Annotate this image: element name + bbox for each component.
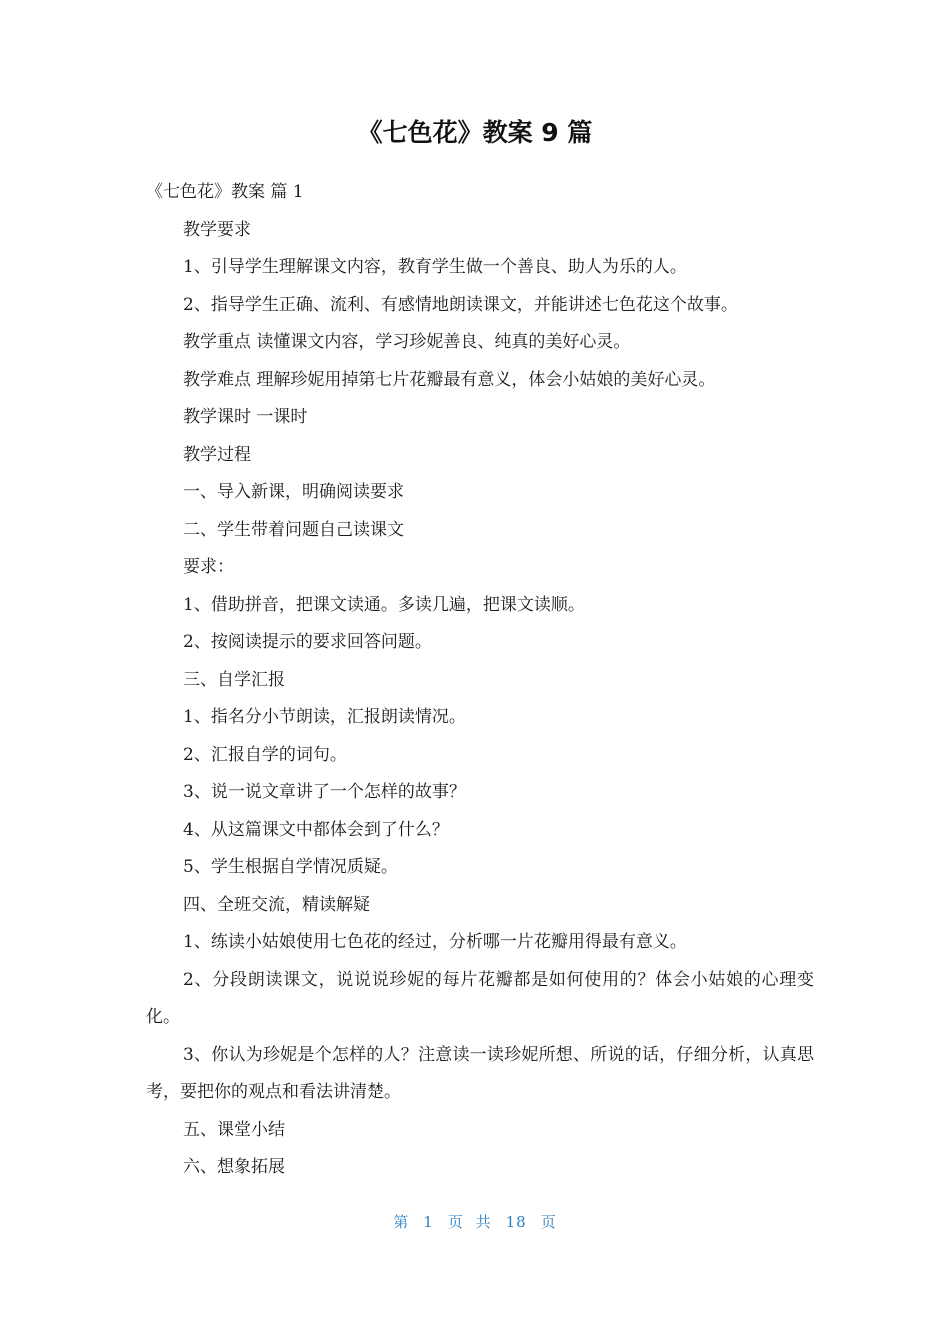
text-line: 1、练读小姑娘使用七色花的经过，分析哪一片花瓣用得最有意义。 — [183, 932, 687, 952]
text-line: 二、学生带着问题自己读课文 — [183, 519, 404, 540]
page-suffix: 页 — [540, 1213, 557, 1231]
text-line: 2、按阅读提示的要求回答问题。 — [183, 632, 432, 652]
text-paragraph: 2、分段朗读课文，说说说珍妮的每片花瓣都是如何使用的？体会小姑娘的心理变化。 — [146, 969, 814, 1027]
text-line: 三、自学汇报 — [183, 669, 285, 690]
text-line: 一、导入新课，明确阅读要求 — [183, 482, 404, 502]
document-body — [146, 174, 814, 1187]
page-label: 第 — [393, 1213, 410, 1231]
text-line: 教学重点 读懂课文内容，学习珍妮善良、纯真的美好心灵。 — [183, 332, 631, 352]
text-line: 教学要求 — [183, 219, 251, 240]
text-line: 四、全班交流，精读解疑 — [183, 894, 370, 915]
text-line: 教学过程 — [183, 444, 251, 465]
text-line: 5、学生根据自学情况质疑。 — [183, 857, 398, 877]
text-paragraph: 3、你认为珍妮是个怎样的人？注意读一读珍妮所想、所说的话，仔细分析，认真思考，要把你的观点和看法讲清楚。 — [146, 1044, 814, 1102]
text-line: 五、课堂小结 — [183, 1119, 285, 1140]
text-line: 3、说一说文章讲了一个怎样的故事？ — [183, 782, 466, 802]
text-line: 教学难点 理解珍妮用掉第七片花瓣最有意义，体会小姑娘的美好心灵。 — [183, 369, 716, 390]
text-line: 六、想象拓展 — [183, 1157, 285, 1177]
document-title: 《七色花》教案 9 篇 — [357, 118, 593, 147]
text-line: 1、引导学生理解课文内容，教育学生做一个善良、助人为乐的人。 — [183, 257, 687, 277]
text-line: 要求： — [183, 557, 234, 577]
text-line: 2、汇报自学的词句。 — [183, 744, 347, 765]
page-number: 1 — [423, 1213, 434, 1231]
text-line: 教学课时 一课时 — [183, 407, 308, 427]
section-heading: 《七色花》教案 篇 1 — [146, 182, 304, 202]
page-separator: 页 共 — [447, 1213, 492, 1231]
text-line: 1、指名分小节朗读，汇报朗读情况。 — [183, 707, 466, 727]
page-footer — [0, 1210, 950, 1234]
total-pages: 18 — [505, 1213, 527, 1231]
text-line: 2、指导学生正确、流利、有感情地朗读课文，并能讲述七色花这个故事。 — [183, 294, 738, 315]
text-line: 1、借助拼音，把课文读通。多读几遍，把课文读顺。 — [183, 594, 585, 615]
text-line: 4、从这篇课文中都体会到了什么？ — [183, 819, 449, 840]
